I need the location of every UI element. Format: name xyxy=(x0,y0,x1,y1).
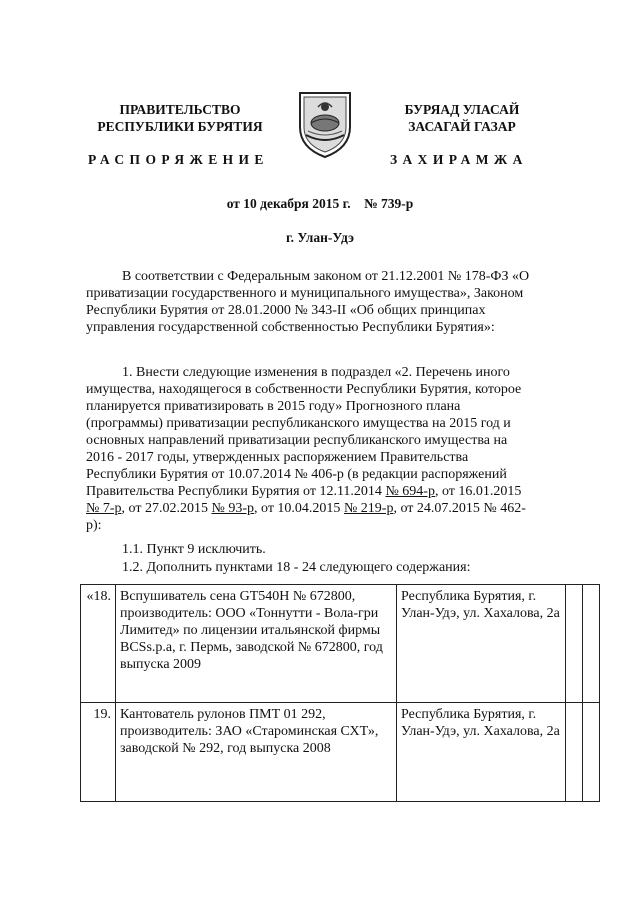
item1-line: планируется приватизировать в 2015 году» Прогнозного плана xyxy=(86,399,461,414)
row-number: «18. xyxy=(81,585,116,703)
header-right-line1: БУРЯАД УЛАСАЙ xyxy=(404,102,520,117)
item1-line: 2016 - 2017 годы, утвержденных распоряжением Правительства xyxy=(86,450,469,465)
intro-line: приватизации государственного и муниципального имущества», Законом xyxy=(86,286,524,301)
intro-paragraph xyxy=(86,268,574,336)
item1-line: (программы) приватизации республиканского имущества на 2015 год и xyxy=(86,416,511,431)
item1-line: имущества, находящегося в собственности Республики Бурятия, которое xyxy=(86,382,522,397)
coat-of-arms-icon xyxy=(296,87,354,159)
order-title-bua: ЗАХИРАМЖА xyxy=(390,152,528,167)
row-empty-cell xyxy=(566,585,583,703)
table-row xyxy=(81,585,600,703)
header-left-line1: ПРАВИТЕЛЬСТВО xyxy=(119,102,241,117)
item1-text: , от 16.01.2015 xyxy=(434,484,522,499)
row-empty-cell xyxy=(583,703,600,802)
item1-line: Республики Бурятия от 10.07.2014 № 406-р (в редакции распоряжений xyxy=(86,467,507,482)
item1-text: , от 27.02.2015 xyxy=(121,501,212,516)
header-right-line2: ЗАСАГАЙ ГАЗАР xyxy=(408,119,516,134)
order-link-219[interactable]: № 219-р xyxy=(343,501,394,516)
order-link-694[interactable]: № 694-р xyxy=(385,484,435,499)
header-right xyxy=(362,101,562,135)
row-number: 19. xyxy=(81,703,116,802)
intro-line: управления государственной собственностью Республики Бурятия»: xyxy=(86,320,495,335)
sub-item-1-1: 1.1. Пункт 9 исключить. xyxy=(122,542,266,557)
row-location: Республика Бурятия, г. Улан-Удэ, ул. Хахалова, 2а xyxy=(397,585,566,703)
order-link-93[interactable]: № 93-р xyxy=(211,501,254,516)
property-table xyxy=(80,584,600,802)
item1-line xyxy=(86,483,574,500)
item1-text: , от 10.04.2015 xyxy=(254,501,344,516)
row-description: Кантователь рулонов ПМТ 01 292, производитель: ЗАО «Староминская СХТ», заводской № 292, год выпуска 2008 xyxy=(116,703,397,802)
header-left xyxy=(80,101,280,135)
header-left-line2: РЕСПУБЛИКИ БУРЯТИЯ xyxy=(97,119,263,134)
order-title-ru: РАСПОРЯЖЕНИЕ xyxy=(88,152,269,167)
item1-line: 1. Внести следующие изменения в подраздел «2. Перечень иного xyxy=(122,365,510,380)
order-city: г. Улан-Удэ xyxy=(286,230,354,245)
item1-line: основных направлений приватизации республиканского имущества на xyxy=(86,433,508,448)
item1-text: , от 24.07.2015 № 462- xyxy=(393,501,526,516)
row-location: Республика Бурятия, г. Улан-Удэ, ул. Хахалова, 2а xyxy=(397,703,566,802)
item1-paragraph xyxy=(86,364,574,534)
item1-line xyxy=(86,500,574,517)
sub-item-1-2: 1.2. Дополнить пунктами 18 - 24 следующего содержания: xyxy=(122,560,471,575)
item1-text: Правительства Республики Бурятия от 12.11.2014 xyxy=(86,484,386,499)
intro-line: В соответствии с Федеральным законом от 21.12.2001 № 178-ФЗ «О xyxy=(122,269,530,284)
item1-line: р): xyxy=(86,518,102,533)
order-date-number: от 10 декабря 2015 г. № 739-р xyxy=(226,196,414,211)
table-row xyxy=(81,703,600,802)
row-empty-cell xyxy=(583,585,600,703)
row-empty-cell xyxy=(566,703,583,802)
row-description: Вспушиватель сена GT540H № 672800, производитель: ООО «Тоннутти - Вола-гри Лимитед» по лицензии итальянской фирмы BCSs.p.a, г. Пермь, заводской № 672800, год выпуска 2009 xyxy=(116,585,397,703)
intro-line: Республики Бурятия от 28.01.2000 № 343-II «Об общих принципах xyxy=(86,303,486,318)
order-link-7[interactable]: № 7-р xyxy=(86,501,122,516)
